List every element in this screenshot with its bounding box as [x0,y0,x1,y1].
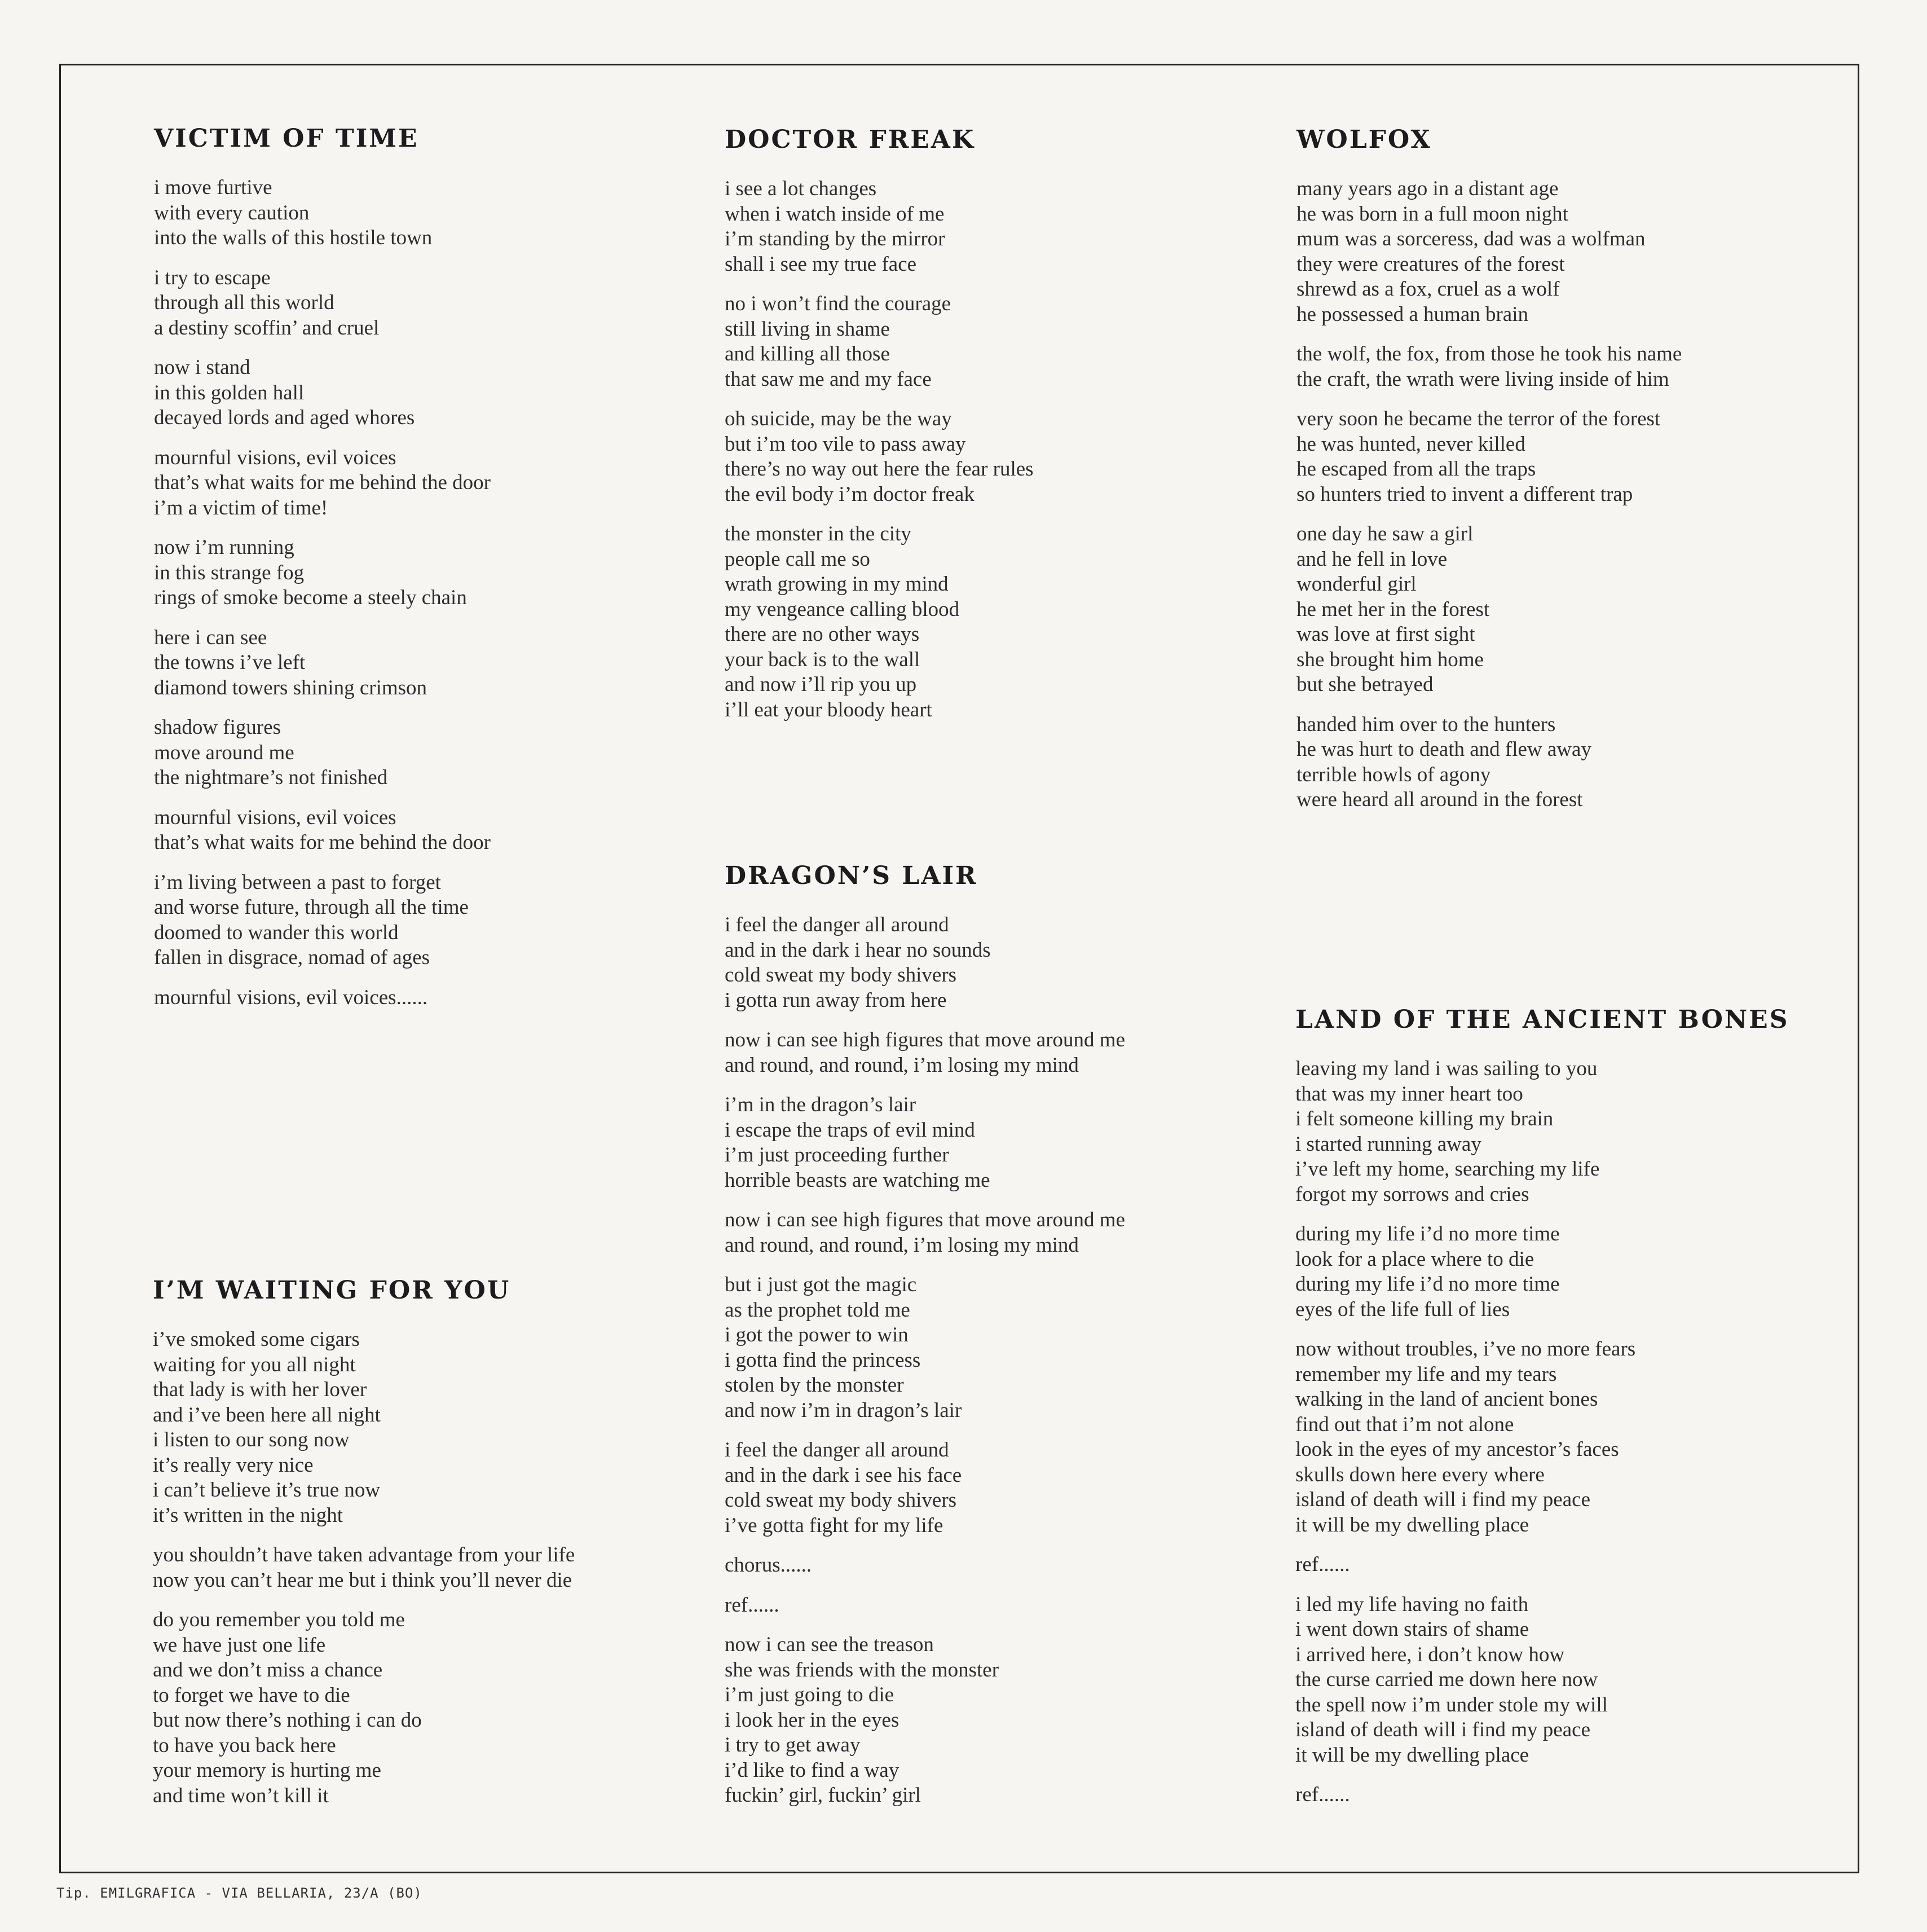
stanza [1297,177,1849,327]
stanza [1297,342,1849,392]
song-title: VICTIM OF TIME [154,124,419,153]
lyric-line: diamond towers shining crimson [154,676,427,699]
lyric-line: and now i’m in dragon’s lair [725,1398,962,1422]
lyric-line: i look her in the eyes [725,1708,899,1732]
stanza [725,1028,1277,1078]
stanza [154,535,707,611]
stanza [154,985,707,1011]
lyric-line: he escaped from all the traps [1297,457,1536,481]
lyric-line: now i can see the treason [725,1633,934,1656]
stanza [153,1543,705,1593]
lyric-line: oh suicide, may be the way [725,407,952,430]
lyric-line: i arrived here, i don’t know how [1295,1643,1565,1666]
lyric-line: i move furtive [154,176,272,199]
song-wolfox [1297,125,1849,828]
lyric-line: i escape the traps of evil mind [725,1118,975,1142]
lyric-line: i felt someone killing my brain [1295,1107,1554,1130]
lyric-line: i’m a victim of time! [154,496,328,520]
lyric-line: shrewd as a fox, cruel as a wolf [1297,278,1560,301]
stanza [1295,1222,1848,1322]
lyric-line: i listen to our song now [153,1428,350,1451]
lyric-line: and now i’ll rip you up [725,673,917,696]
lyric-line: i went down stairs of shame [1295,1618,1529,1641]
lyric-line: was love at first sight [1297,623,1475,646]
lyric-line: there’s no way out here the fear rules [725,457,1034,481]
lyric-line: there are no other ways [725,623,920,646]
lyric-line: she brought him home [1297,648,1484,671]
lyric-line: the curse carried me down here now [1295,1668,1598,1691]
lyric-line: and in the dark i hear no sounds [725,938,991,962]
lyric-line: your back is to the wall [725,648,920,671]
lyric-line: ref...... [1295,1553,1350,1576]
stanza [1295,1337,1848,1538]
lyric-line: that was my inner heart too [1295,1082,1523,1106]
song-title: LAND OF THE ANCIENT BONES [1295,1005,1789,1034]
lyric-line: handed him over to the hunters [1297,712,1556,736]
lyric-line: i feel the danger all around [725,1438,949,1462]
lyric-line: but i just got the magic [725,1273,917,1296]
lyric-line: horrible beasts are watching me [725,1168,990,1192]
lyric-line: i’m standing by the mirror [725,227,945,250]
lyric-line: it will be my dwelling place [1295,1743,1529,1767]
lyric-line: we have just one life [153,1633,326,1657]
lyric-line: now you can’t hear me but i think you’ll never die [153,1568,572,1592]
stanza [1295,1552,1848,1578]
lyric-line: i led my life having no faith [1295,1592,1529,1616]
lyric-line: in this strange fog [154,561,305,584]
lyric-line: he was born in a full moon night [1297,202,1568,226]
stanza [725,913,1277,1013]
stanza [154,806,707,856]
stanza [725,292,1277,392]
stanza [725,1208,1277,1258]
lyric-line: now i stand [154,356,250,379]
lyric-line: he possessed a human brain [1297,302,1529,326]
stanza [725,407,1277,507]
stanza [725,1593,1277,1618]
lyric-line: rings of smoke become a steely chain [154,586,467,609]
stanza [1297,522,1849,698]
lyric-line: and i’ve been here all night [153,1403,381,1427]
lyric-line: it’s written in the night [153,1503,343,1527]
lyric-line: ref...... [1295,1783,1350,1806]
lyric-line: i feel the danger all around [725,913,949,936]
lyric-line: the spell now i’m under stole my will [1295,1693,1608,1717]
stanza [154,446,707,521]
lyric-line: and we don’t miss a chance [153,1658,383,1682]
stanza [154,355,707,431]
stanza [725,522,1277,723]
lyric-line: during my life i’d no more time [1295,1222,1560,1246]
song-doctor-freak [725,125,1277,737]
lyric-line: and round, and round, i’m losing my mind [725,1053,1079,1077]
stanza [725,1093,1277,1193]
lyric-line: but i’m too vile to pass away [725,432,966,456]
lyric-line: i try to get away [725,1733,861,1757]
lyric-line: forgot my sorrows and cries [1295,1182,1529,1206]
lyric-line: i got the power to win [725,1323,909,1346]
lyric-line: cold sweat my body shivers [725,963,957,987]
lyric-line: the evil body i’m doctor freak [725,482,974,506]
lyric-line: i’d like to find a way [725,1758,899,1782]
lyric-line: i can’t believe it’s true now [153,1478,381,1502]
lyric-line: that’s what waits for me behind the door [154,471,491,494]
song-title: WOLFOX [1297,125,1432,154]
lyric-line: now i’m running [154,536,294,559]
lyric-line: the monster in the city [725,522,911,545]
lyric-line: he was hunted, never killed [1297,432,1525,456]
lyric-line: ref...... [725,1593,779,1617]
lyric-line: leaving my land i was sailing to you [1295,1057,1598,1080]
stanza [725,1632,1277,1808]
stanza [154,175,707,251]
lyric-line: still living in shame [725,317,890,341]
stanza [154,266,707,341]
lyric-line: into the walls of this hostile town [154,226,433,249]
lyric-line: and he fell in love [1297,547,1448,571]
stanza [1295,1057,1848,1207]
lyric-line: the nightmare’s not finished [154,766,388,789]
song-title: I’M WAITING FOR YOU [153,1276,511,1305]
lyric-line: in this golden hall [154,381,305,404]
stanza [154,870,707,971]
lyric-line: remember my life and my tears [1295,1362,1557,1386]
stanza [725,177,1277,277]
lyric-line: i try to escape [154,266,271,289]
stanza [725,1438,1277,1538]
lyric-line: mournful visions, evil voices [154,806,396,829]
lyric-line: it’s really very nice [153,1453,314,1477]
lyric-line: walking in the land of ancient bones [1295,1388,1598,1411]
lyric-line: many years ago in a distant age [1297,177,1559,200]
lyric-line: but she betrayed [1297,673,1434,696]
lyric-line: no i won’t find the courage [725,292,951,315]
lyric-line: mournful visions, evil voices [154,446,396,469]
lyric-line: now i can see high figures that move around me [725,1208,1125,1231]
lyric-line: look for a place where to die [1295,1247,1534,1271]
lyric-line: i see a lot changes [725,177,877,200]
lyric-line: find out that i’m not alone [1295,1412,1514,1436]
lyric-line: move around me [154,741,294,764]
lyric-line: island of death will i find my peace [1295,1718,1590,1741]
lyric-line: i gotta find the princess [725,1348,921,1372]
lyric-line: my vengeance calling blood [725,597,960,621]
lyric-line: you shouldn’t have taken advantage from your life [153,1543,575,1566]
stanza [153,1608,705,1808]
lyric-line: through all this world [154,291,334,314]
lyric-line: a destiny scoffin’ and cruel [154,316,380,340]
lyric-line: fallen in disgrace, nomad of ages [154,946,430,969]
lyric-line: that lady is with her lover [153,1378,367,1401]
lyric-line: with every caution [154,201,310,225]
lyric-line: fuckin’ girl, fuckin’ girl [725,1784,921,1807]
lyric-line: one day he saw a girl [1297,522,1474,545]
lyric-line: terrible howls of agony [1297,763,1491,786]
lyric-line: doomed to wander this world [154,921,399,944]
lyric-line: i’m living between a past to forget [154,870,441,894]
printer-imprint: Tip. EMILGRAFICA - VIA BELLARIA, 23/A (BO) [56,1885,422,1901]
lyric-line: i started running away [1295,1132,1481,1156]
stanza [1295,1783,1848,1808]
stanza [1295,1592,1848,1768]
lyric-line: now i can see high figures that move around me [725,1028,1125,1051]
lyric-line: i’ll eat your bloody heart [725,698,932,721]
lyric-line: i’ve smoked some cigars [153,1328,360,1351]
lyric-line: do you remember you told me [153,1608,405,1631]
stanza [1297,407,1849,507]
lyric-line: skulls down here every where [1295,1463,1545,1486]
song-dragons-lair [725,861,1277,1823]
lyric-line: wrath growing in my mind [725,573,949,596]
lyric-line: the wolf, the fox, from those he took his name [1297,342,1682,366]
lyric-line: it will be my dwelling place [1295,1513,1529,1537]
song-victim-of-time [154,124,707,1025]
lyric-line: she was friends with the monster [725,1658,999,1682]
lyric-line: so hunters tried to invent a different trap [1297,482,1633,506]
lyric-line: the craft, the wrath were living inside of him [1297,367,1669,391]
lyric-line: shadow figures [154,716,281,739]
lyric-line: i gotta run away from here [725,988,947,1012]
lyric-line: chorus...... [725,1553,812,1577]
lyric-line: he was hurt to death and flew away [1297,738,1591,761]
lyric-line: cold sweat my body shivers [725,1489,957,1512]
lyric-line: i’m just going to die [725,1683,894,1706]
lyric-line: mournful visions, evil voices...... [154,985,428,1009]
lyric-line: during my life i’d no more time [1295,1273,1560,1296]
lyric-line: the towns i’ve left [154,651,306,674]
lyric-line: eyes of the life full of lies [1295,1297,1510,1321]
lyric-line: when i watch inside of me [725,202,945,226]
lyric-line: very soon he became the terror of the forest [1297,407,1661,430]
lyric-line: and round, and round, i’m losing my mind [725,1233,1079,1257]
lyric-line: wonderful girl [1297,573,1417,596]
lyric-line: to have you back here [153,1733,336,1757]
lyric-line: and worse future, through all the time [154,896,469,919]
lyric-line: waiting for you all night [153,1353,356,1376]
song-land-of-the-ancient-bones [1295,1005,1848,1823]
lyric-line: and in the dark i see his face [725,1463,962,1487]
lyric-line: to forget we have to die [153,1683,350,1707]
stanza [153,1327,705,1528]
lyric-line: decayed lords and aged whores [154,406,415,429]
lyric-line: as the prophet told me [725,1298,910,1322]
lyric-line: here i can see [154,626,267,649]
lyric-line: i’ve left my home, searching my life [1295,1158,1600,1181]
lyric-line: island of death will i find my peace [1295,1488,1590,1511]
song-im-waiting-for-you [153,1276,705,1823]
lyric-line: but now there’s nothing i can do [153,1709,422,1732]
stanza [725,1273,1277,1423]
lyric-line: he met her in the forest [1297,597,1490,621]
lyric-line: people call me so [725,547,870,571]
lyric-line: and time won’t kill it [153,1784,329,1807]
lyric-line: mum was a sorceress, dad was a wolfman [1297,227,1646,250]
stanza [154,626,707,701]
song-title: DOCTOR FREAK [725,125,976,154]
lyric-line: look in the eyes of my ancestor’s faces [1295,1438,1619,1461]
lyric-line: now without troubles, i’ve no more fears [1295,1337,1636,1361]
lyric-line: stolen by the monster [725,1374,904,1397]
lyric-line: your memory is hurting me [153,1759,381,1782]
stanza [1297,712,1849,813]
lyric-line: and killing all those [725,342,890,366]
lyric-line: were heard all around in the forest [1297,788,1583,811]
lyric-line: shall i see my true face [725,252,917,276]
lyric-line: that saw me and my face [725,367,932,391]
lyric-line: that’s what waits for me behind the door [154,831,491,854]
stanza [725,1553,1277,1578]
lyric-line: they were creatures of the forest [1297,252,1565,276]
song-title: DRAGON’S LAIR [725,861,978,890]
lyric-line: i’ve gotta fight for my life [725,1513,943,1537]
lyric-line: i’m just proceeding further [725,1143,949,1167]
stanza [154,715,707,791]
lyric-line: i’m in the dragon’s lair [725,1093,916,1116]
